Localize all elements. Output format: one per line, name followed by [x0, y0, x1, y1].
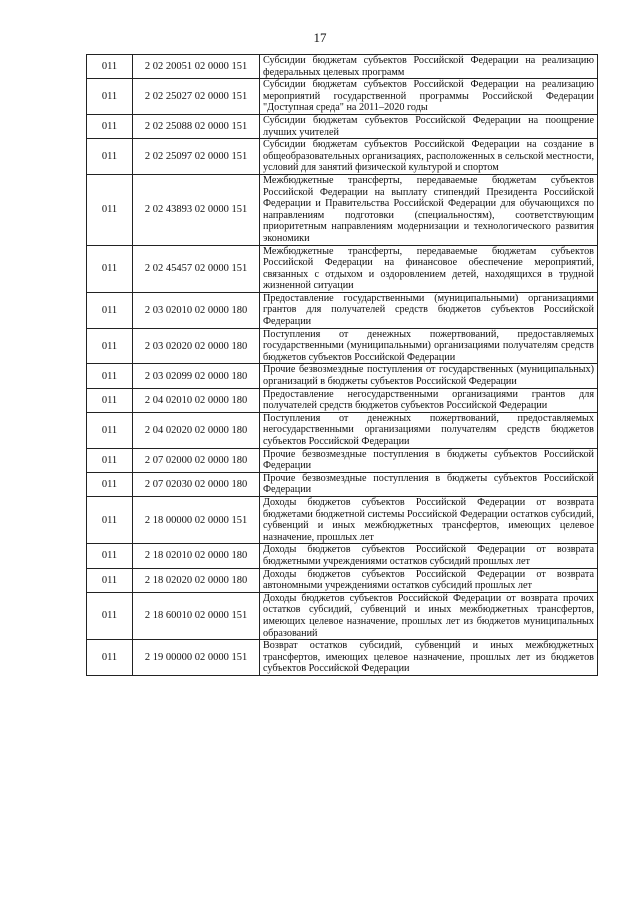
table-row: [87, 292, 598, 328]
revenue-name-cell: Прочие безвозмездные поступления в бюджеты субъектов Российской Федерации: [260, 448, 598, 472]
revenue-name-cell: Доходы бюджетов субъектов Российской Федерации от возврата бюджетными учреждениями остатков субсидий прошлых лет: [260, 544, 598, 568]
admin-code-cell: 011: [87, 448, 133, 472]
revenue-code-cell: 2 03 02099 02 0000 180: [133, 364, 260, 388]
revenue-name-cell: Предоставление государственными (муниципальными) организациями грантов для получателей средств бюджетов субъектов Российской Федерации: [260, 292, 598, 328]
revenue-code-cell: 2 02 45457 02 0000 151: [133, 245, 260, 292]
admin-code-cell: 011: [87, 544, 133, 568]
table-row: [87, 568, 598, 592]
admin-code-cell: 011: [87, 245, 133, 292]
revenue-name-cell: Предоставление негосударственными организациями грантов для получателей средств бюджетов субъектов Российской Федерации: [260, 388, 598, 412]
revenue-name-cell: Субсидии бюджетам субъектов Российской Федерации на создание в общеобразовательных организациях, расположенных в сельской местности, условий для занятий физической культурой и спортом: [260, 139, 598, 175]
table-row: [87, 448, 598, 472]
revenue-name-cell: Прочие безвозмездные поступления в бюджеты субъектов Российской Федерации: [260, 472, 598, 496]
admin-code-cell: 011: [87, 496, 133, 543]
revenue-name-cell: Межбюджетные трансферты, передаваемые бюджетам субъектов Российской Федерации на финансовое обеспечение мероприятий, связанных с отдыхом и оздоровлением детей, находящихся в трудной жизненной ситуации: [260, 245, 598, 292]
revenue-name-cell: Субсидии бюджетам субъектов Российской Федерации на реализацию федеральных целевых программ: [260, 55, 598, 79]
revenue-name-cell: Прочие безвозмездные поступления от государственных (муниципальных) организаций в бюджеты субъектов Российской Федерации: [260, 364, 598, 388]
revenue-code-cell: 2 04 02020 02 0000 180: [133, 412, 260, 448]
table-row: [87, 388, 598, 412]
revenue-code-cell: 2 18 00000 02 0000 151: [133, 496, 260, 543]
table-row: [87, 328, 598, 364]
revenue-code-cell: 2 02 25097 02 0000 151: [133, 139, 260, 175]
revenue-code-cell: 2 02 20051 02 0000 151: [133, 55, 260, 79]
revenue-code-cell: 2 04 02010 02 0000 180: [133, 388, 260, 412]
admin-code-cell: 011: [87, 568, 133, 592]
revenue-code-cell: 2 02 25027 02 0000 151: [133, 79, 260, 115]
admin-code-cell: 011: [87, 174, 133, 245]
revenue-code-cell: 2 03 02010 02 0000 180: [133, 292, 260, 328]
revenue-name-cell: Доходы бюджетов субъектов Российской Федерации от возврата автономными учреждениями остатков субсидий прошлых лет: [260, 568, 598, 592]
revenue-code-cell: 2 02 25088 02 0000 151: [133, 114, 260, 138]
revenue-name-cell: Межбюджетные трансферты, передаваемые бюджетам субъектов Российской Федерации на выплату стипендий Президента Российской Федерации и Правительства Российской Федерации для обучающихся по направлениям подготовки (специальностям), соответствующим приоритетным направлениям модернизации и технологического развития экономики: [260, 174, 598, 245]
revenue-name-cell: Доходы бюджетов субъектов Российской Федерации от возврата прочих остатков субсидий, субвенций и иных межбюджетных трансфертов, имеющих целевое назначение, прошлых лет из бюджетов муниципальных образований: [260, 592, 598, 639]
table-row: [87, 364, 598, 388]
revenue-name-cell: Субсидии бюджетам субъектов Российской Федерации на поощрение лучших учителей: [260, 114, 598, 138]
revenue-name-cell: Возврат остатков субсидий, субвенций и иных межбюджетных трансфертов, имеющих целевое назначение, прошлых лет из бюджетов субъектов Российской Федерации: [260, 640, 598, 676]
revenue-name-cell: Поступления от денежных пожертвований, предоставляемых негосударственными организациями получателям средств бюджетов субъектов Российской Федерации: [260, 412, 598, 448]
revenue-codes-table: [86, 54, 598, 676]
admin-code-cell: 011: [87, 640, 133, 676]
table-row: [87, 472, 598, 496]
revenue-name-cell: Поступления от денежных пожертвований, предоставляемых государственными (муниципальными) организациями получателям средств бюджетов субъектов Российской Федерации: [260, 328, 598, 364]
table-row: [87, 114, 598, 138]
revenue-code-cell: 2 02 43893 02 0000 151: [133, 174, 260, 245]
table-row: [87, 245, 598, 292]
table-row: [87, 79, 598, 115]
revenue-name-cell: Доходы бюджетов субъектов Российской Федерации от возврата бюджетами бюджетной системы Российской Федерации остатков субсидий, субвенций и иных межбюджетных трансфертов, имеющих целевое назначение, прошлых лет: [260, 496, 598, 543]
table-row: [87, 640, 598, 676]
table-row: [87, 592, 598, 639]
revenue-code-cell: 2 18 02020 02 0000 180: [133, 568, 260, 592]
admin-code-cell: 011: [87, 292, 133, 328]
revenue-code-cell: 2 18 02010 02 0000 180: [133, 544, 260, 568]
table-row: [87, 55, 598, 79]
admin-code-cell: 011: [87, 412, 133, 448]
admin-code-cell: 011: [87, 79, 133, 115]
revenue-code-cell: 2 07 02030 02 0000 180: [133, 472, 260, 496]
admin-code-cell: 011: [87, 55, 133, 79]
page-number: 17: [313, 30, 327, 45]
table-row: [87, 139, 598, 175]
admin-code-cell: 011: [87, 114, 133, 138]
revenue-code-cell: 2 19 00000 02 0000 151: [133, 640, 260, 676]
table-row: [87, 496, 598, 543]
table-body: [87, 55, 598, 676]
admin-code-cell: 011: [87, 592, 133, 639]
table-row: [87, 412, 598, 448]
table-row: [87, 544, 598, 568]
admin-code-cell: 011: [87, 364, 133, 388]
revenue-code-cell: 2 07 02000 02 0000 180: [133, 448, 260, 472]
admin-code-cell: 011: [87, 139, 133, 175]
revenue-code-cell: 2 18 60010 02 0000 151: [133, 592, 260, 639]
admin-code-cell: 011: [87, 388, 133, 412]
admin-code-cell: 011: [87, 472, 133, 496]
revenue-name-cell: Субсидии бюджетам субъектов Российской Федерации на реализацию мероприятий государственной программы Российской Федерации "Доступная среда" на 2011–2020 годы: [260, 79, 598, 115]
revenue-code-cell: 2 03 02020 02 0000 180: [133, 328, 260, 364]
table-row: [87, 174, 598, 245]
admin-code-cell: 011: [87, 328, 133, 364]
